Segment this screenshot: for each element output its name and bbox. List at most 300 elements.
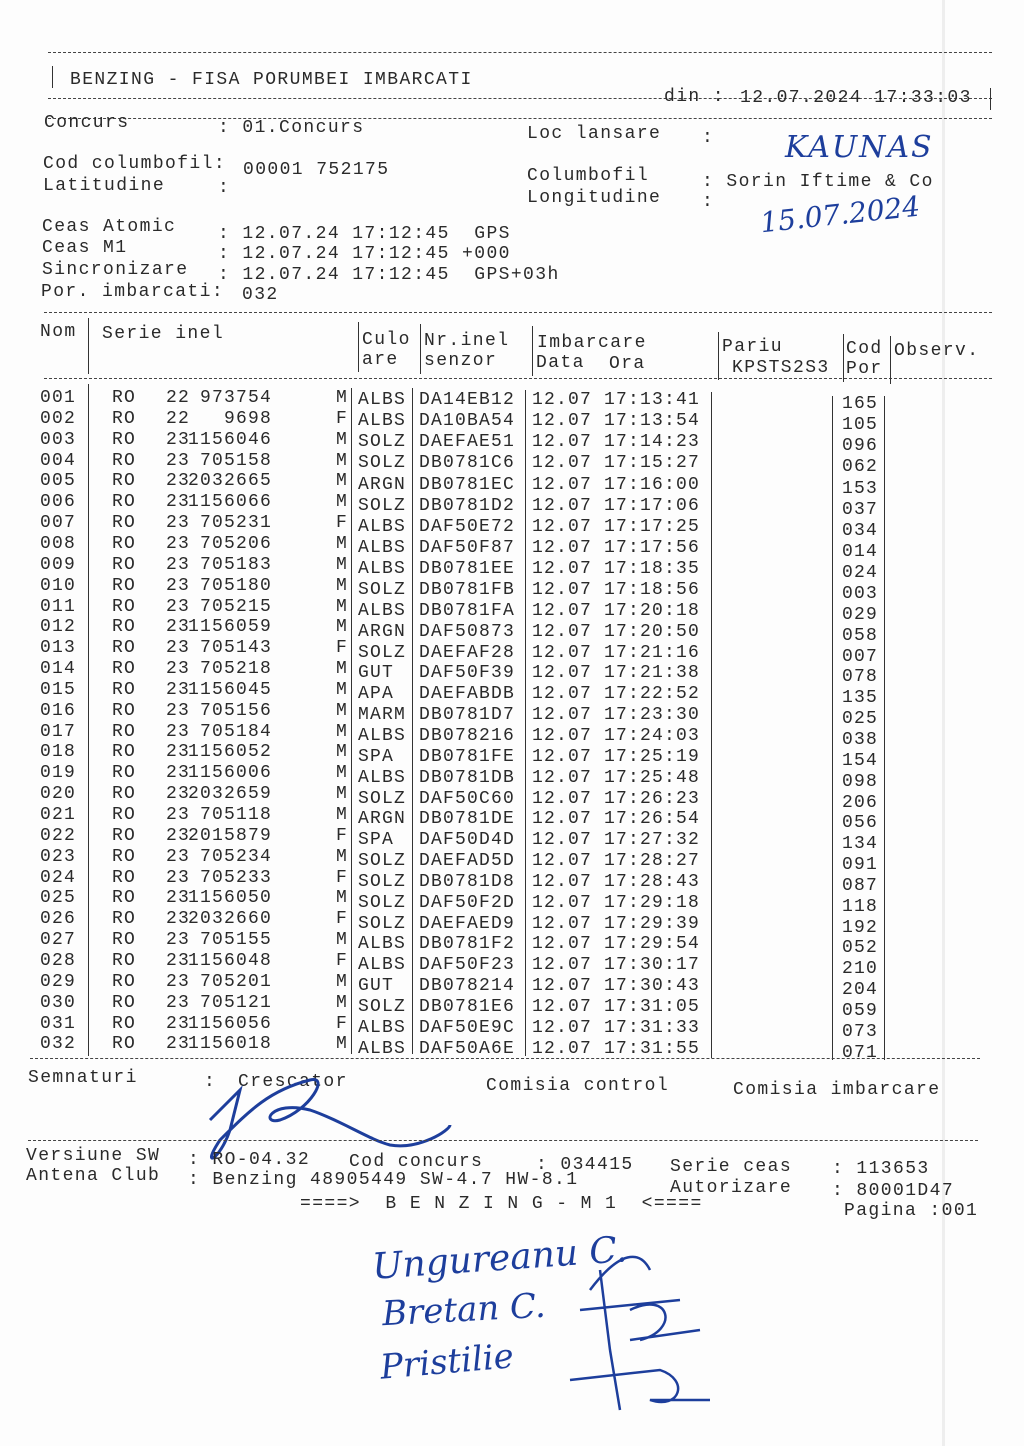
table-row — [0, 867, 1024, 896]
row-year: 23 — [166, 450, 191, 471]
signatures-colon: : — [204, 1072, 217, 1092]
document-title: BENZING - FISA PORUMBEI IMBARCATI — [70, 70, 473, 90]
row-date: 12.07 — [532, 559, 593, 580]
ceas-atomic-value: : 12.07.24 17:12:45 GPS — [218, 224, 511, 244]
row-color: ALBS — [358, 390, 407, 410]
row-nom: 009 — [40, 554, 77, 575]
row-year: 23 — [166, 825, 191, 846]
row-time: 17:26:54 — [604, 809, 701, 830]
row-color: MARM — [358, 705, 407, 726]
row-serial: 705233 — [199, 867, 272, 888]
din-label: din : — [664, 87, 726, 107]
row-nom: 028 — [40, 950, 77, 971]
row-date: 12.07 — [532, 788, 593, 809]
table-row — [0, 388, 1024, 414]
table-row — [0, 429, 1024, 457]
row-cod-por: 165 — [842, 394, 879, 414]
row-country: RO — [112, 638, 137, 659]
row-year: 23 — [166, 867, 191, 888]
table-row — [0, 971, 1024, 1001]
row-year: 23 — [166, 492, 191, 513]
row-cod-por: 034 — [842, 520, 879, 541]
row-country: RO — [112, 784, 137, 805]
row-sex: M — [336, 700, 349, 721]
row-date: 12.07 — [532, 663, 593, 684]
row-cod-por: 135 — [842, 688, 879, 709]
table-row — [0, 992, 1024, 1022]
row-color: GUT — [358, 976, 395, 997]
row-cod-por: 037 — [842, 499, 879, 520]
row-sex: M — [336, 429, 349, 450]
row-serial: 1156052 — [187, 742, 272, 763]
row-color: SOLZ — [358, 453, 407, 474]
row-year: 23 — [166, 596, 191, 617]
row-date: 12.07 — [532, 580, 593, 601]
row-sex: M — [336, 992, 349, 1013]
columbofil-label: Columbofil — [527, 166, 650, 186]
row-sex: F — [336, 909, 349, 930]
header-top-border — [48, 52, 992, 53]
row-cod-por: 153 — [842, 478, 879, 499]
header-por: Por — [846, 359, 883, 379]
row-date: 12.07 — [532, 830, 593, 851]
ceas-m1-value: : 12.07.24 17:12:45 +000 — [218, 244, 511, 264]
row-cod-por: 007 — [842, 646, 879, 667]
row-year: 23 — [166, 679, 191, 700]
por-imbarcati-label: Por. imbarcati: — [41, 282, 225, 302]
commission-signature-marks — [560, 1230, 720, 1420]
row-time: 17:29:54 — [604, 934, 701, 955]
row-year: 23 — [166, 846, 191, 867]
row-color: SPA — [358, 746, 395, 767]
row-sex: M — [336, 742, 349, 763]
row-color: ALBS — [358, 559, 407, 580]
row-serial: 2015879 — [187, 825, 272, 846]
row-year: 23 — [166, 888, 191, 909]
row-color: SOLZ — [358, 432, 407, 453]
comisia-control-label: Comisia control — [486, 1076, 670, 1096]
row-serial: 1156046 — [187, 429, 272, 450]
sincronizare-label: Sincronizare — [42, 260, 189, 280]
row-color: ALBS — [358, 538, 407, 559]
row-color: ALBS — [358, 1017, 407, 1038]
row-serial: 973754 — [199, 388, 272, 408]
crescator-label: Crescator — [238, 1072, 348, 1092]
row-nom: 004 — [40, 450, 77, 471]
row-nom: 012 — [40, 617, 77, 638]
row-cod-por: 134 — [842, 834, 879, 855]
cod-columbofil-value: 00001 752175 — [243, 160, 390, 180]
row-sex: F — [336, 513, 349, 534]
header-left-border — [52, 66, 53, 88]
row-cod-por: 024 — [842, 563, 879, 584]
header-culoare-1: Culo — [362, 330, 411, 350]
row-cod-por: 025 — [842, 709, 879, 730]
table-row — [0, 742, 1024, 771]
row-sensor: DB0781DE — [419, 809, 516, 830]
row-sensor: DAF50F2D — [419, 892, 516, 913]
table-row — [0, 700, 1024, 730]
row-year: 23 — [166, 742, 191, 763]
row-year: 23 — [166, 638, 191, 659]
row-color: ARGN — [358, 621, 407, 642]
row-sex: M — [336, 471, 349, 492]
row-time: 17:17:06 — [604, 495, 701, 516]
row-country: RO — [112, 1034, 137, 1055]
cod-concurs-value: : 034415 — [536, 1155, 634, 1175]
row-time: 17:13:54 — [604, 411, 701, 432]
row-sensor: DAF50F23 — [419, 955, 516, 976]
table-row — [0, 471, 1024, 499]
table-row — [0, 638, 1024, 667]
row-country: RO — [112, 805, 137, 825]
row-sex: M — [336, 721, 349, 742]
row-sensor: DB0781D8 — [419, 871, 516, 892]
row-sensor: DB0781FA — [419, 600, 516, 621]
row-color: ALBS — [358, 934, 407, 955]
row-sensor: DAF50C60 — [419, 788, 516, 809]
row-cod-por: 052 — [842, 938, 879, 959]
handwritten-signature-1: Ungureanu C. — [370, 1229, 629, 1288]
table-row — [0, 825, 1024, 855]
pagina: Pagina :001 — [844, 1201, 979, 1221]
row-sensor: DB0781EE — [419, 559, 516, 580]
row-sex: F — [336, 408, 349, 429]
row-year: 23 — [166, 513, 191, 534]
row-sensor: DAF50D4D — [419, 830, 516, 851]
versiune-label: Versiune SW — [26, 1146, 161, 1166]
row-color: GUT — [358, 663, 395, 684]
row-sensor: DB0781D7 — [419, 705, 516, 726]
col-rule — [718, 332, 719, 380]
row-nom: 022 — [40, 825, 77, 846]
row-serial: 705184 — [199, 721, 272, 742]
row-country: RO — [112, 533, 137, 554]
row-time: 17:30:43 — [604, 976, 701, 997]
row-sex: M — [336, 492, 349, 513]
row-year: 23 — [166, 700, 191, 721]
row-color: SOLZ — [358, 851, 407, 872]
longitudine-label: Longitudine — [527, 188, 662, 208]
header-serie-inel: Serie inel — [102, 324, 225, 344]
row-sensor: DAF50E9C — [419, 1017, 516, 1038]
row-cod-por: 105 — [842, 415, 879, 436]
row-date: 12.07 — [532, 538, 593, 559]
row-color: ALBS — [358, 1038, 407, 1059]
row-time: 17:26:23 — [604, 788, 701, 809]
row-cod-por: 029 — [842, 604, 879, 625]
row-sex: M — [336, 763, 349, 784]
row-serial: 2032665 — [187, 471, 272, 492]
row-date: 12.07 — [532, 474, 593, 495]
row-sensor: DB0781C6 — [419, 453, 516, 474]
row-country: RO — [112, 1013, 137, 1034]
autorizare-label: Autorizare — [670, 1178, 793, 1198]
row-year: 23 — [166, 763, 191, 784]
row-color: ALBS — [358, 725, 407, 746]
row-time: 17:20:50 — [604, 621, 701, 642]
row-nom: 029 — [40, 971, 77, 992]
row-year: 23 — [166, 471, 191, 492]
header-pariu: Pariu — [722, 337, 784, 357]
row-time: 17:16:00 — [604, 474, 701, 495]
row-serial: 705201 — [199, 971, 272, 992]
row-nom: 001 — [40, 388, 77, 408]
row-nom: 018 — [40, 742, 77, 763]
row-sex: M — [336, 575, 349, 596]
row-date: 12.07 — [532, 725, 593, 746]
row-date: 12.07 — [532, 390, 593, 410]
row-date: 12.07 — [532, 871, 593, 892]
row-time: 17:25:19 — [604, 746, 701, 767]
row-color: SOLZ — [358, 495, 407, 516]
row-sex: M — [336, 617, 349, 638]
col-rule — [890, 336, 891, 384]
row-date: 12.07 — [532, 684, 593, 705]
row-serial: 1156066 — [187, 492, 272, 513]
row-color: ALBS — [358, 411, 407, 432]
row-nom: 031 — [40, 1013, 77, 1034]
row-color: SOLZ — [358, 642, 407, 663]
row-sensor: DA10BA54 — [419, 411, 516, 432]
comisia-imbarcare-label: Comisia imbarcare — [733, 1080, 941, 1100]
row-serial: 705143 — [199, 638, 272, 659]
row-sensor: DAF50A6E — [419, 1038, 516, 1059]
row-year: 23 — [166, 805, 191, 825]
row-time: 17:28:27 — [604, 851, 701, 872]
row-serial: 705234 — [199, 846, 272, 867]
row-color: SOLZ — [358, 997, 407, 1018]
row-country: RO — [112, 992, 137, 1013]
row-date: 12.07 — [532, 621, 593, 642]
row-serial: 1156006 — [187, 763, 272, 784]
row-color: ALBS — [358, 767, 407, 788]
row-country: RO — [112, 513, 137, 534]
col-rule — [420, 324, 421, 374]
footer-divider — [28, 1140, 978, 1141]
row-year: 23 — [166, 533, 191, 554]
row-date: 12.07 — [532, 976, 593, 997]
loc-lansare-handwritten: KAUNAS — [785, 130, 934, 165]
row-year: 23 — [166, 617, 191, 638]
row-date: 12.07 — [532, 767, 593, 788]
cod-columbofil-label: Cod columbofil: — [43, 154, 227, 174]
header-observ: Observ. — [894, 341, 980, 361]
table-row — [0, 513, 1024, 541]
table-row — [0, 554, 1024, 584]
handwritten-date: 15.07.2024 — [758, 189, 922, 240]
row-sex: F — [336, 638, 349, 659]
autorizare-value: : 80001D47 — [832, 1181, 955, 1201]
row-nom: 030 — [40, 992, 77, 1013]
table-top-border — [44, 312, 992, 313]
row-country: RO — [112, 388, 137, 408]
row-sensor: DB0781F2 — [419, 934, 516, 955]
row-year: 23 — [166, 575, 191, 596]
row-serial: 1156050 — [187, 888, 272, 909]
row-country: RO — [112, 763, 137, 784]
row-country: RO — [112, 930, 137, 951]
row-color: ALBS — [358, 516, 407, 537]
row-serial: 705215 — [199, 596, 272, 617]
row-time: 17:30:17 — [604, 955, 701, 976]
table-bottom-border — [30, 1058, 980, 1059]
row-time: 17:15:27 — [604, 453, 701, 474]
loc-lansare-label: Loc lansare — [527, 124, 662, 144]
row-date: 12.07 — [532, 851, 593, 872]
table-row — [0, 533, 1024, 563]
row-date: 12.07 — [532, 495, 593, 516]
row-time: 17:25:48 — [604, 767, 701, 788]
row-nom: 020 — [40, 784, 77, 805]
row-time: 17:29:18 — [604, 892, 701, 913]
ceas-atomic-label: Ceas Atomic — [42, 217, 177, 237]
row-date: 12.07 — [532, 705, 593, 726]
row-cod-por: 192 — [842, 917, 879, 938]
row-sensor: DB0781DB — [419, 767, 516, 788]
row-cod-por: 154 — [842, 750, 879, 771]
table-row — [0, 679, 1024, 709]
row-cod-por: 096 — [842, 436, 879, 457]
header-nom: Nom — [40, 322, 77, 342]
row-nom: 023 — [40, 846, 77, 867]
cod-concurs-label: Cod concurs — [349, 1152, 484, 1172]
row-time: 17:27:32 — [604, 830, 701, 851]
row-color: SOLZ — [358, 788, 407, 809]
row-nom: 026 — [40, 909, 77, 930]
row-date: 12.07 — [532, 955, 593, 976]
row-color: APA — [358, 684, 395, 705]
table-row — [0, 1013, 1024, 1042]
row-sensor: DA14EB12 — [419, 390, 516, 410]
antena-label: Antena Club — [26, 1166, 161, 1186]
table-row — [0, 408, 1024, 436]
header-bottom-border — [48, 118, 992, 119]
handwritten-signature-2: Bretan C. — [381, 1285, 547, 1335]
row-cod-por: 071 — [842, 1042, 879, 1063]
row-color: SOLZ — [358, 580, 407, 601]
row-serial: 9698 — [223, 408, 272, 429]
row-sensor: DB078214 — [419, 976, 516, 997]
row-nom: 008 — [40, 533, 77, 554]
row-country: RO — [112, 596, 137, 617]
row-color: ALBS — [358, 955, 407, 976]
row-sensor: DB0781FB — [419, 580, 516, 601]
row-time: 17:21:38 — [604, 663, 701, 684]
row-sensor: DAEFAE51 — [419, 432, 516, 453]
loc-lansare-colon: : — [702, 128, 715, 148]
table-row — [0, 805, 1024, 834]
din-value: 12.07.2024 17:33:03 — [740, 88, 972, 108]
row-country: RO — [112, 471, 137, 492]
row-country: RO — [112, 408, 137, 429]
row-time: 17:31:55 — [604, 1038, 701, 1059]
table-row — [0, 763, 1024, 792]
row-date: 12.07 — [532, 1038, 593, 1059]
versiune-value: : RO-04.32 — [188, 1150, 311, 1170]
row-sensor: DB0781E6 — [419, 997, 516, 1018]
concurs-value: : 01.Concurs — [218, 118, 365, 138]
row-year: 23 — [166, 950, 191, 971]
row-date: 12.07 — [532, 913, 593, 934]
row-time: 17:17:56 — [604, 538, 701, 559]
serie-ceas-label: Serie ceas — [670, 1157, 793, 1177]
header-right-border — [990, 88, 991, 110]
row-date: 12.07 — [532, 809, 593, 830]
row-date: 12.07 — [532, 997, 593, 1018]
header-pariu-sub: KPSTS2S3 — [732, 358, 830, 378]
longitudine-colon: : — [702, 192, 715, 212]
row-year: 23 — [166, 971, 191, 992]
row-year: 22 — [166, 388, 191, 408]
row-date: 12.07 — [532, 934, 593, 955]
row-serial: 705231 — [199, 513, 272, 534]
handwritten-signature-3: Pristilie — [378, 1336, 516, 1388]
row-sex: M — [336, 888, 349, 909]
row-nom: 003 — [40, 429, 77, 450]
row-date: 12.07 — [532, 746, 593, 767]
row-country: RO — [112, 846, 137, 867]
row-serial: 705218 — [199, 659, 272, 680]
row-cod-por: 073 — [842, 1021, 879, 1042]
col-rule — [532, 326, 533, 376]
row-serial: 705155 — [199, 930, 272, 951]
table-row — [0, 846, 1024, 876]
col-rule — [88, 318, 89, 374]
row-nom: 019 — [40, 763, 77, 784]
por-imbarcati-value: 032 — [242, 285, 279, 305]
row-country: RO — [112, 679, 137, 700]
row-time: 17:18:35 — [604, 559, 701, 580]
row-year: 23 — [166, 1034, 191, 1055]
row-date: 12.07 — [532, 516, 593, 537]
row-country: RO — [112, 450, 137, 471]
row-sex: F — [336, 867, 349, 888]
row-sex: M — [336, 930, 349, 951]
row-nom: 024 — [40, 867, 77, 888]
benzing-banner: ====> B E N Z I N G - M 1 <==== — [300, 1194, 703, 1214]
columbofil-value: : Sorin Iftime & Co — [702, 172, 934, 192]
table-row — [0, 909, 1024, 938]
row-time: 17:18:56 — [604, 580, 701, 601]
row-nom: 032 — [40, 1034, 77, 1055]
row-time: 17:31:05 — [604, 997, 701, 1018]
row-sex: M — [336, 388, 349, 408]
row-country: RO — [112, 575, 137, 596]
row-sensor: DB078216 — [419, 725, 516, 746]
row-sex: M — [336, 659, 349, 680]
row-country: RO — [112, 867, 137, 888]
col-rule — [843, 334, 844, 382]
row-serial: 705156 — [199, 700, 272, 721]
row-date: 12.07 — [532, 432, 593, 453]
signatures-label: Semnaturi — [28, 1068, 138, 1088]
row-country: RO — [112, 971, 137, 992]
row-serial: 705206 — [199, 533, 272, 554]
header-culoare-2: are — [362, 350, 399, 370]
row-serial: 1156059 — [187, 617, 272, 638]
row-year: 23 — [166, 1013, 191, 1034]
row-date: 12.07 — [532, 1017, 593, 1038]
row-sensor: DAF50873 — [419, 621, 516, 642]
row-time: 17:13:41 — [604, 390, 701, 410]
row-nom: 013 — [40, 638, 77, 659]
header-nr-inel-2: senzor — [424, 351, 498, 371]
row-sex: M — [336, 533, 349, 554]
row-date: 12.07 — [532, 600, 593, 621]
row-date: 12.07 — [532, 892, 593, 913]
row-sex: M — [336, 805, 349, 825]
